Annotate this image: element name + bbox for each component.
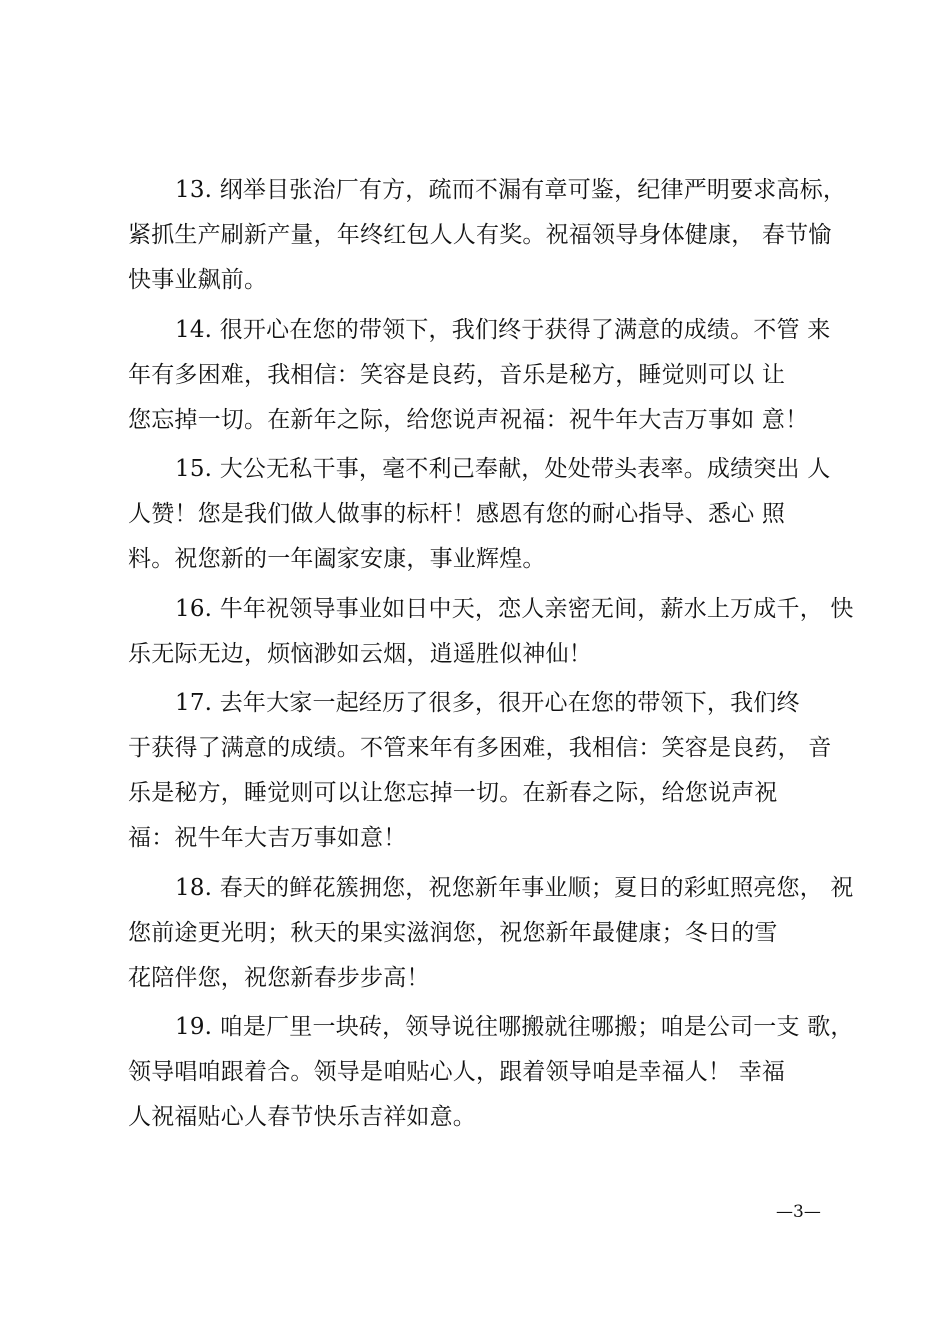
- paragraph-line: 您前途更光明；秋天的果实滋润您，祝您新年最健康；冬日的雪: [128, 919, 778, 946]
- paragraph-16: [128, 587, 854, 677]
- paragraph-line: 紧抓生产刷新产量，年终红包人人有奖。祝福领导身体健康， 春节愉: [128, 222, 832, 248]
- paragraph-13: [128, 168, 847, 303]
- paragraph-15: [128, 447, 833, 582]
- paragraph-line: 14. 很开心在您的带领下，我们终于获得了满意的成绩。不管 来: [175, 316, 831, 343]
- paragraph-line: 料。祝您新的一年阖家安康，事业辉煌。: [128, 546, 546, 572]
- paragraph-line: 13. 纲举目张治厂有方，疏而不漏有章可鉴，纪律严明要求高标，: [175, 177, 847, 203]
- paragraph-line: 领导唱咱跟着合。领导是咱贴心人，跟着领导咱是幸福人！ 幸福: [128, 1059, 786, 1085]
- paragraph-18: [128, 866, 854, 1001]
- paragraph-line: 年有多困难，我相信：笑容是良药，音乐是秘方，睡觉则可以 让: [128, 361, 786, 388]
- paragraph-17: [128, 681, 833, 861]
- paragraph-line: 您忘掉一切。在新年之际，给您说声祝福：祝牛年大吉万事如 意！: [128, 406, 809, 433]
- paragraph-line: 快事业飙前。: [128, 267, 268, 293]
- paragraph-line: 于获得了满意的成绩。不管来年有多困难，我相信：笑容是良药， 音: [128, 735, 832, 761]
- paragraph-line: 乐无际无边，烦恼渺如云烟，逍遥胜似神仙！: [128, 640, 592, 667]
- paragraph-19: [128, 1005, 854, 1140]
- document-body: [128, 168, 854, 1145]
- paragraph-line: 乐是秘方，睡觉则可以让您忘掉一切。在新春之际，给您说声祝: [128, 780, 778, 806]
- paragraph-line: 17. 去年大家一起经历了很多，很开心在您的带领下，我们终: [175, 690, 800, 716]
- paragraph-line: 人祝福贴心人春节快乐吉祥如意。: [128, 1104, 476, 1130]
- paragraph-14: [128, 308, 833, 443]
- paragraph-line: 福：祝牛年大吉万事如意！: [128, 825, 407, 851]
- paragraph-line: 花陪伴您，祝您新春步步高！: [128, 964, 430, 991]
- paragraph-line: 19. 咱是厂里一块砖，领导说往哪搬就往哪搬；咱是公司一支 歌，: [175, 1014, 854, 1040]
- paragraph-line: 18. 春天的鲜花簇拥您，祝您新年事业顺；夏日的彩虹照亮您， 祝: [175, 874, 854, 901]
- paragraph-line: 16. 牛年祝领导事业如日中天，恋人亲密无间，薪水上万成千， 快: [175, 595, 854, 622]
- paragraph-line: 人赞！您是我们做人做事的标杆！感恩有您的耐心指导、悉心 照: [128, 501, 786, 527]
- page-number: —3—: [776, 1202, 821, 1222]
- paragraph-line: 15. 大公无私干事，毫不利己奉献，处处带头表率。成绩突出 人: [175, 456, 831, 482]
